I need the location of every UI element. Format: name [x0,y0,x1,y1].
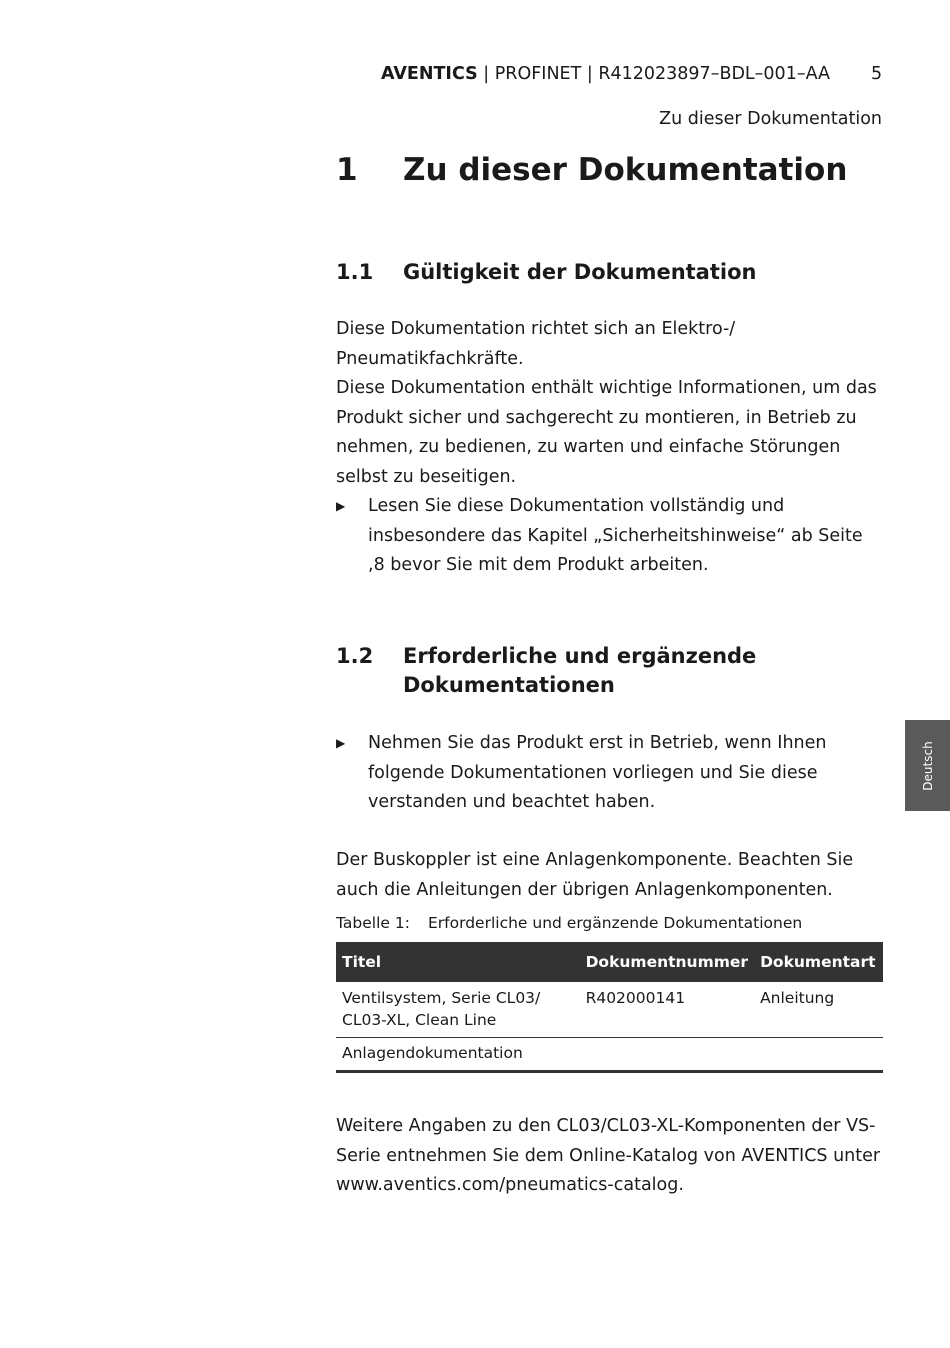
paragraph [336,374,883,492]
section-heading-1-1 [336,258,883,287]
paragraph-text: Weitere Angaben zu den CL03/CL03-XL-Komponenten der VS-Serie entnehmen Sie dem Online-Katalog von AVENTICS unter www.aventics.com/pneumatics-catalog. [336,1116,881,1195]
bullet-arrow-icon: ▶ [336,736,346,750]
column-header-document-type: Dokumentart [754,942,883,982]
instruction-bullet [336,729,883,818]
document-reference: | PROFINET | R412023897–BDL–001–AA [477,64,831,84]
paragraph [336,315,756,374]
language-tab-label: Deutsch [920,740,935,791]
paragraph-text: Der Buskoppler ist eine Anlagenkomponente. Beachten Sie auch die Anleitungen der übrigen Anlagenkomponenten. [336,850,854,900]
page-number: 5 [871,64,883,84]
section-number: 1.2 [336,644,374,668]
brand-name: AVENTICS [381,64,478,84]
bullet-arrow-icon: ▶ [336,499,346,513]
section-title: Erforderliche und ergänzende Dokumentationen [403,644,757,697]
section-heading-1-2 [336,642,883,700]
caption-label: Tabelle 1: [336,914,410,932]
bullet-text: Lesen Sie diese Dokumentation vollständig und insbesondere das Kapitel „Sicherheitshinweise“ ab Seite ,8 bevor Sie mit dem Produkt arbeiten. [368,496,863,575]
table-cell: R402000141 [580,982,755,1038]
column-header-document-number: Dokumentnummer [580,942,755,982]
instruction-bullet [336,492,883,581]
paragraph-text: Diese Dokumentation richtet sich an Elektro-/ Pneumatikfachkräfte. [336,319,736,369]
chapter-title: Zu dieser Dokumentation [403,152,848,188]
column-header-title: Titel [336,942,580,982]
documentation-table [336,942,883,1073]
paragraph [336,846,883,905]
paragraph [336,1112,883,1201]
running-section-title: Zu dieser Dokumentation [659,109,882,129]
table-cell: Anleitung [754,982,883,1038]
table-header-row [336,942,883,982]
table-row [336,982,883,1038]
chapter-heading [336,150,847,190]
bullet-text: Nehmen Sie das Produkt erst in Betrieb, wenn Ihnen folgende Dokumentationen vorliegen und Sie diese verstanden und beachtet haben. [368,733,827,812]
caption-text: Erforderliche und ergänzende Dokumentationen [428,914,803,932]
table-cell [580,1038,755,1072]
section-title: Gültigkeit der Dokumentation [403,260,757,284]
chapter-number: 1 [336,152,358,188]
section-number: 1.1 [336,260,374,284]
table-cell [754,1038,883,1072]
language-tab [905,720,950,811]
table-caption [336,912,802,934]
table-cell: Ventilsystem, Serie CL03/ CL03-XL, Clean Line [336,982,580,1038]
table-row [336,1038,883,1072]
paragraph-text: Diese Dokumentation enthält wichtige Informationen, um das Produkt sicher und sachgerecht zu montieren, in Betrieb zu nehmen, zu bedienen, zu warten und einfache Störungen selbst zu beseitigen. [336,378,877,487]
table-cell: Anlagendokumentation [336,1038,580,1072]
running-header [381,62,830,86]
